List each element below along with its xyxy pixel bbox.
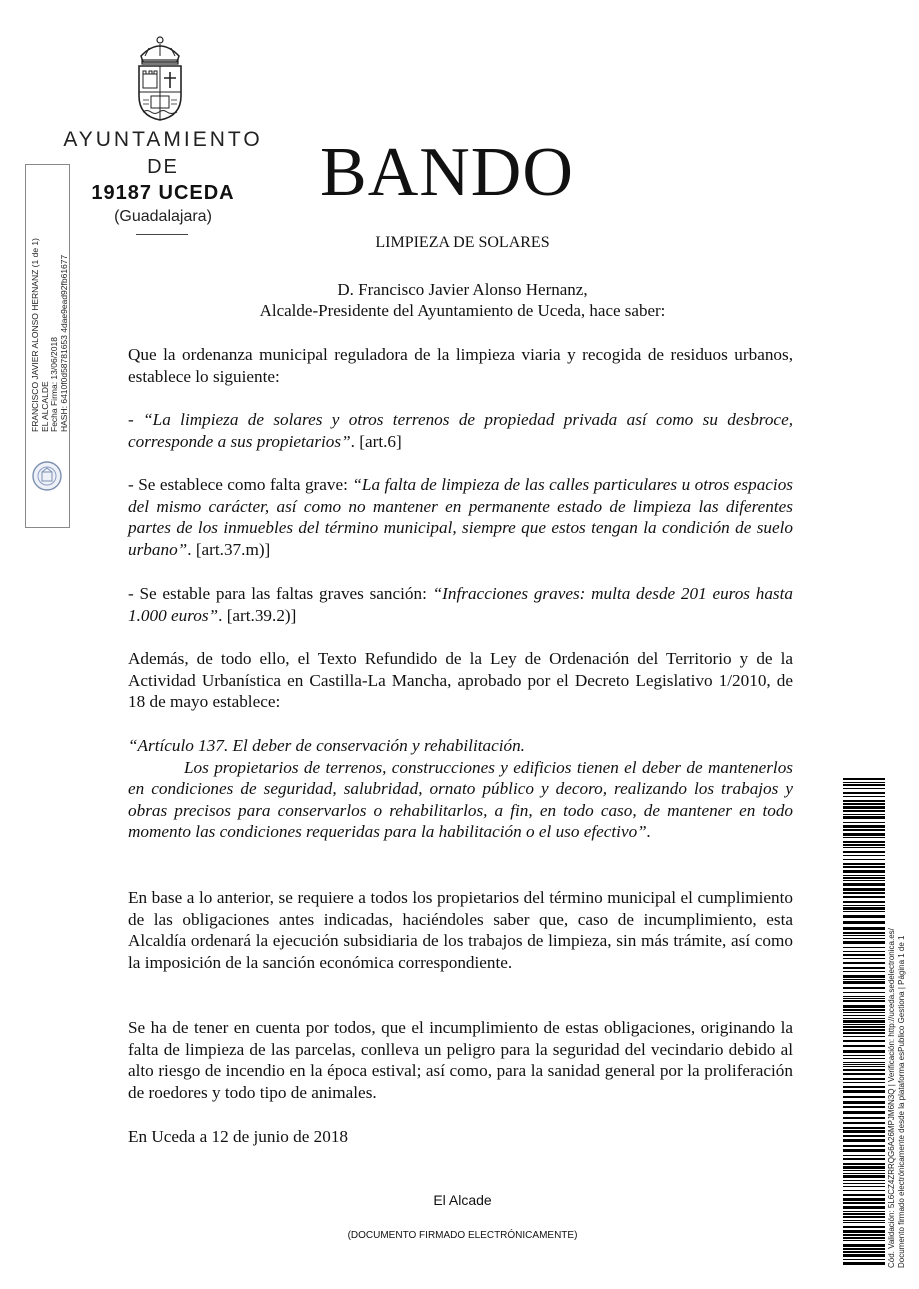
barcode-icon bbox=[843, 778, 885, 1266]
electronic-signature-note: (DOCUMENTO FIRMADO ELECTRÓNICAMENTE) bbox=[347, 1230, 578, 1241]
paragraph-art37-quote: “La falta de limpieza de las calles particulares u otros espacios del mismo carácter, así como no mantener en permanente estado de limpieza las diferentes partes de los inmuebles del término municipal, siempre que estos tengan la condición de suelo urbano” bbox=[128, 475, 793, 559]
mayor-name: D. Francisco Javier Alonso Hernanz, bbox=[337, 280, 588, 299]
paragraph-art37 bbox=[128, 474, 793, 560]
paragraph-art39 bbox=[128, 583, 793, 626]
signature-role: EL ALCALDE bbox=[39, 381, 50, 432]
article-137-heading: “Artículo 137. El deber de conservación y rehabilitación. bbox=[128, 736, 525, 755]
paragraph-art6 bbox=[128, 409, 793, 452]
municipality-name: AYUNTAMIENTO bbox=[63, 128, 263, 151]
place-date: En Uceda a 12 de junio de 2018 bbox=[128, 1127, 349, 1146]
document-title: BANDO bbox=[320, 134, 574, 211]
paragraph-art6-quote: “La limpieza de solares y otros terrenos de propiedad privada así como su desbroce, corresponde a sus propietarios” bbox=[128, 410, 793, 451]
document-subtitle: LIMPIEZA DE SOLARES bbox=[375, 234, 550, 251]
article-137-body: Los propietarios de terrenos, construcciones y edificios tienen el deber de mantenerlos en condiciones de seguridad, salubridad, ornato público y decoro, realizando los trabajos y obras precisos para conservarlos o rehabilitarlos, a fin, en todo caso, de mantener en todo momento las condiciones requeridas para la habilitación o el uso efectivo”. bbox=[128, 757, 793, 842]
municipality-de: DE bbox=[147, 156, 179, 178]
verification-platform: Documento firmado electrónicamente desde la plataforma esPublico Gestiona | Página 1 de 1 bbox=[896, 935, 906, 1268]
signature-hash: HASH: 6410f0d58781653 4dae9ead92fb61677 bbox=[58, 254, 69, 432]
mayor-title: Alcalde-Presidente del Ayuntamiento de Uceda, hace saber: bbox=[259, 301, 666, 320]
municipality-province: (Guadalajara) bbox=[114, 208, 212, 225]
paragraph-intro: Que la ordenanza municipal reguladora de la limpieza viaria y recogida de residuos urbanos, establece lo siguiente: bbox=[128, 345, 793, 386]
verification-code: Cód. Validación: 5L6CZ4ZRRQG6A26MPJM6N3Q | Verificación: http://uceda.sedelectronica.es/ bbox=[887, 928, 896, 1268]
signer-title: El Alcade bbox=[433, 1192, 492, 1208]
paragraph-art39-ref: . [art.39.2)] bbox=[218, 605, 297, 625]
signature-signer: FRANCISCO JAVIER ALONSO HERNANZ (1 de 1) bbox=[30, 238, 40, 432]
municipality-town: 19187 UCEDA bbox=[91, 182, 235, 204]
paragraph-art39-quote: “Infracciones graves: multa desde 201 euros hasta 1.000 euros” bbox=[128, 584, 793, 625]
signature-date: Fecha Firma: 13/06/2018 bbox=[49, 337, 60, 432]
signature-info bbox=[31, 232, 69, 432]
paragraph-warning: Se ha de tener en cuenta por todos, que el incumplimiento de estas obligaciones, originando la falta de limpieza de las parcelas, conlleva un peligro para la seguridad del vecindario debido al alto riesgo de incendio en la época estival; así como, para la sanidad general por la proliferación de roedores y todo tipo de animales. bbox=[128, 1018, 793, 1102]
paragraph-art6-prefix: - bbox=[128, 410, 144, 429]
verification-text bbox=[887, 848, 906, 1268]
paragraph-requirement: En base a lo anterior, se requiere a todos los propietarios del término municipal el cumplimiento de las obligaciones antes indicadas, haciéndoles saber que, caso de incumplimiento, esta Alcaldía ordenará la ejecución subsidiaria de los trabajos de limpieza, sin más trámite, así como la imposición de la sanción económica correspondiente. bbox=[128, 888, 793, 972]
paragraph-art6-ref: . [art.6] bbox=[350, 431, 402, 451]
paragraph-law: Además, de todo ello, el Texto Refundido de la Ley de Ordenación del Territorio y de la Actividad Urbanística en Castilla-La Mancha, aprobado por el Decreto Legislativo 1/2010, de 18 de mayo establece: bbox=[128, 649, 793, 712]
paragraph-art37-prefix: - Se establece como falta grave: bbox=[128, 475, 353, 494]
paragraph-art37-ref: . [art.37.m)] bbox=[187, 539, 271, 559]
coat-of-arms-icon bbox=[127, 34, 193, 122]
paragraph-article-137 bbox=[128, 735, 793, 843]
municipal-seal-icon bbox=[31, 460, 63, 492]
paragraph-art39-prefix: - Se estable para las faltas graves sanción: bbox=[128, 584, 433, 603]
